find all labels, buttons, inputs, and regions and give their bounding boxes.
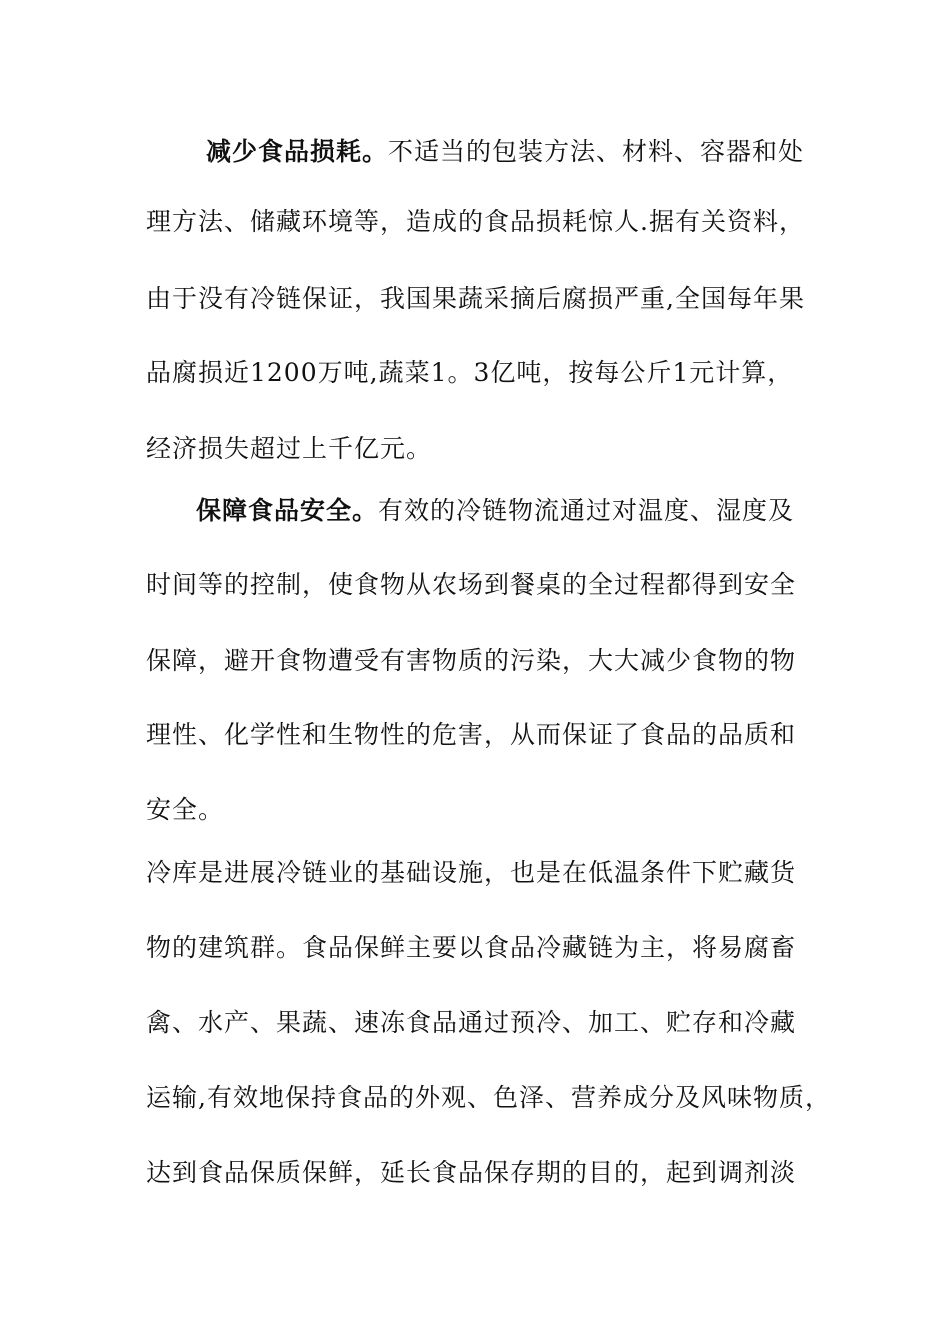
paragraph-3-line-3: 禽、水产、果蔬、速冻食品通过预冷、加工、贮存和冷藏: [146, 1008, 797, 1037]
paragraph-1-text: 不适当的包装方法、材料、容器和处: [388, 137, 805, 166]
paragraph-3-line-1: 冷库是进展冷链业的基础设施，也是在低温条件下贮藏货: [146, 858, 797, 887]
paragraph-1-line-1: [206, 137, 804, 167]
paragraph-1-line-5: 经济损失超过上千亿元。: [146, 434, 433, 463]
paragraph-2-lead: 保障食品安全。: [196, 496, 379, 525]
paragraph-2-line-3: 保障，避开食物遭受有害物质的污染，大大减少食物的物: [146, 646, 797, 675]
paragraph-2-line-4: 理性、化学性和生物性的危害，从而保证了食品的品质和: [146, 720, 797, 749]
paragraph-3-line-2: 物的建筑群。食品保鲜主要以食品冷藏链为主，将易腐畜: [146, 933, 797, 962]
paragraph-1-line-4: 品腐损近1200万吨,蔬菜1。3亿吨，按每公斤1元计算，: [146, 358, 794, 387]
paragraph-3-line-5: 达到食品保质保鲜，延长食品保存期的目的，起到调剂淡: [146, 1158, 797, 1187]
paragraph-2-line-2: 时间等的控制，使食物从农场到餐桌的全过程都得到安全: [146, 570, 797, 599]
paragraph-1-lead: 减少食品损耗。: [206, 137, 389, 166]
paragraph-1-line-3: 由于没有冷链保证，我国果蔬采摘后腐损严重,全国每年果: [146, 284, 805, 313]
paragraph-2-line-1: [196, 496, 794, 526]
paragraph-3-line-4: 运输,有效地保持食品的外观、色泽、营养成分及风味物质，: [146, 1083, 831, 1112]
paragraph-1-line-2: 理方法、储藏环境等，造成的食品损耗惊人.据有关资料，: [146, 207, 805, 236]
paragraph-2-text: 有效的冷链物流通过对温度、湿度及: [378, 496, 795, 525]
paragraph-2-line-5: 安全。: [146, 795, 225, 824]
